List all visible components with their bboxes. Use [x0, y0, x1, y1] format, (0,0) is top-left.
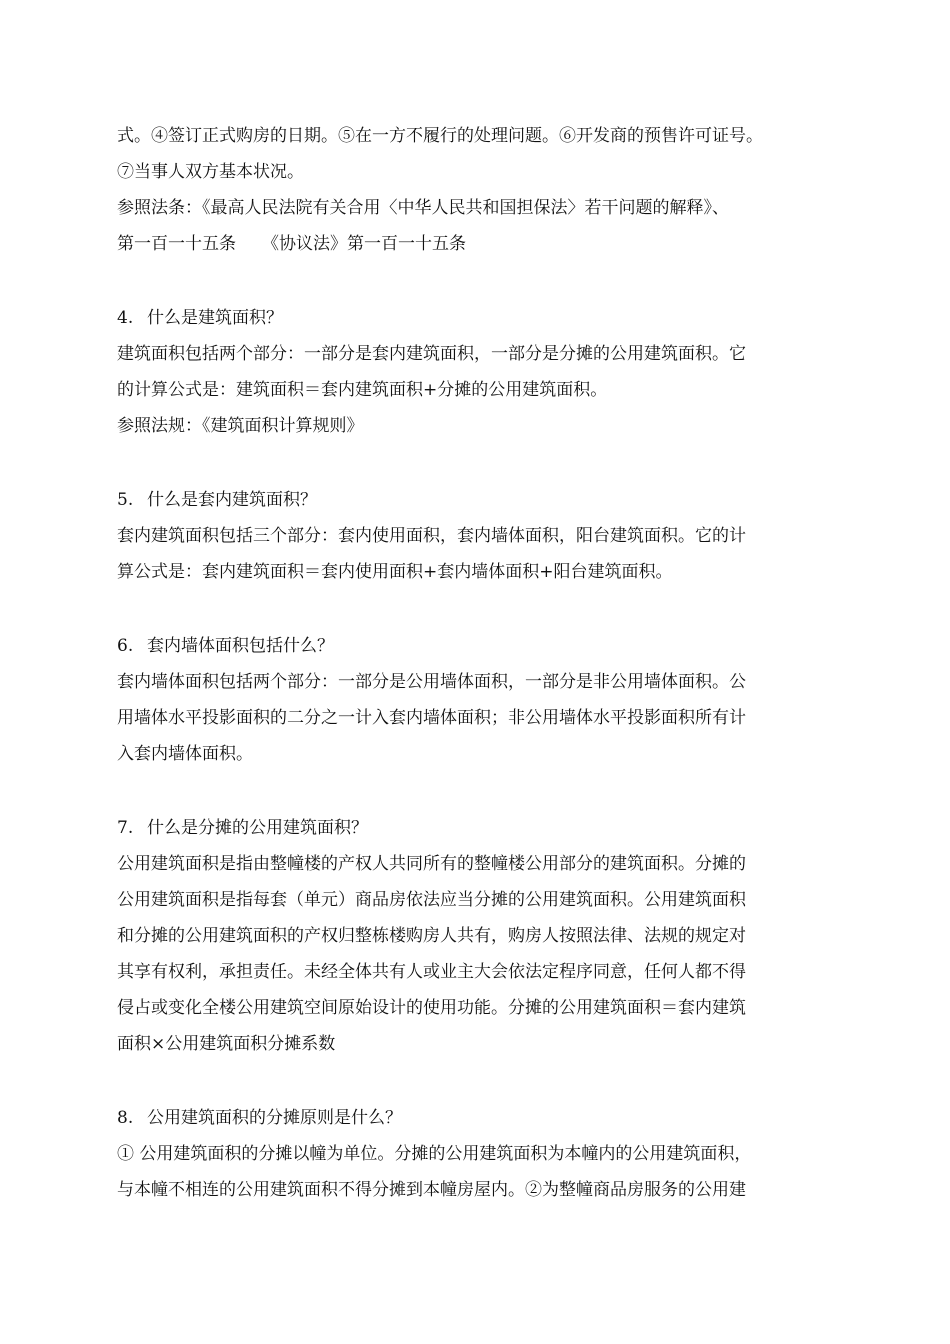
- question-number: 6.: [117, 636, 134, 656]
- answer-line: 与本幢不相连的公用建筑面积不得分摊到本幢房屋内。②为整幢商品房服务的公用建: [117, 1180, 746, 1200]
- answer-line: 套内墙体面积包括两个部分：一部分是公用墙体面积，一部分是非公用墙体面积。公: [117, 672, 746, 692]
- text-line: ⑦当事人双方基本状况。: [117, 162, 304, 182]
- answer-line: 用墙体水平投影面积的二分之一计入套内墙体面积；非公用墙体水平投影面积所有计: [117, 708, 746, 728]
- question-heading: [117, 1100, 839, 1136]
- question-text: 套内墙体面积包括什么？: [147, 636, 334, 656]
- text-line: 式。④签订正式购房的日期。⑤在一方不履行的处理问题。⑥开发商的预售许可证号。: [117, 126, 763, 146]
- question-text: 什么是分摊的公用建筑面积？: [147, 818, 368, 838]
- question-heading: [117, 300, 839, 336]
- question-heading: [117, 482, 839, 518]
- question-text: 什么是建筑面积？: [147, 308, 283, 328]
- document-page: [117, 118, 839, 1208]
- question-text: 什么是套内建筑面积？: [147, 490, 317, 510]
- question-number: 7.: [117, 818, 134, 838]
- question-number: 4.: [117, 308, 134, 328]
- law-article: 第一百一十五条: [117, 234, 236, 254]
- answer-line: 和分摊的公用建筑面积的产权归整栋楼购房人共有，购房人按照法律、法规的规定对: [117, 926, 746, 946]
- answer-line: ① 公用建筑面积的分摊以幢为单位。分摊的公用建筑面积为本幢内的公用建筑面积，: [117, 1144, 752, 1164]
- answer-line: 的计算公式是：建筑面积＝套内建筑面积+分摊的公用建筑面积。: [117, 380, 608, 400]
- answer-line: 其享有权利，承担责任。未经全体共有人或业主大会依法定程序同意，任何人都不得: [117, 962, 746, 982]
- answer-line: 参照法规：《建筑面积计算规则》: [117, 416, 364, 436]
- answer-line: 建筑面积包括两个部分：一部分是套内建筑面积，一部分是分摊的公用建筑面积。它: [117, 344, 746, 364]
- qa-section-4: [117, 300, 839, 444]
- qa-section-6: [117, 628, 839, 772]
- question-number: 8.: [117, 1108, 134, 1128]
- qa-section-8: [117, 1100, 839, 1208]
- answer-line: 侵占或变化全楼公用建筑空间原始设计的使用功能。分摊的公用建筑面积＝套内建筑: [117, 998, 746, 1018]
- text-line: 参照法条：《最高人民法院有关合用〈中华人民共和国担保法〉若干问题的解释》、: [117, 198, 729, 218]
- question-heading: [117, 810, 839, 846]
- answer-line: 算公式是：套内建筑面积＝套内使用面积+套内墙体面积+阳台建筑面积。: [117, 562, 673, 582]
- qa-section-5: [117, 482, 839, 590]
- question-text: 公用建筑面积的分摊原则是什么？: [147, 1108, 402, 1128]
- law-reference-line: [117, 226, 839, 262]
- law-article: 《协议法》第一百一十五条: [262, 234, 466, 254]
- answer-line: 套内建筑面积包括三个部分：套内使用面积，套内墙体面积，阳台建筑面积。它的计: [117, 526, 746, 546]
- qa-section-7: [117, 810, 839, 1062]
- question-heading: [117, 628, 839, 664]
- answer-line: 入套内墙体面积。: [117, 744, 253, 764]
- answer-line: 面积×公用建筑面积分摊系数: [117, 1034, 336, 1054]
- answer-line: 公用建筑面积是指每套（单元）商品房依法应当分摊的公用建筑面积。公用建筑面积: [117, 890, 746, 910]
- answer-line: 公用建筑面积是指由整幢楼的产权人共同所有的整幢楼公用部分的建筑面积。分摊的: [117, 854, 746, 874]
- question-number: 5.: [117, 490, 134, 510]
- intro-block: [117, 118, 839, 262]
